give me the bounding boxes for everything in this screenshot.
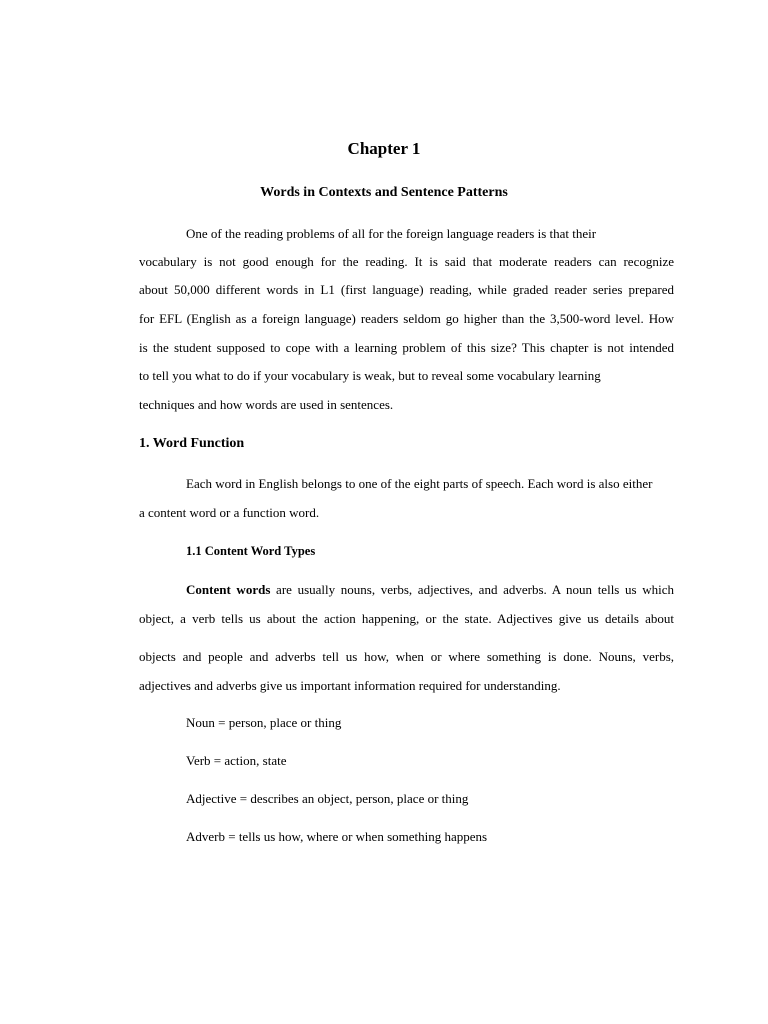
definition-noun: Noun = person, place or thing [186, 715, 342, 730]
intro-line-7: techniques and how words are used in sentences. [139, 397, 394, 412]
section11-line-1-rest: are usually nouns, verbs, adjectives, and adverbs. A noun tells us which [270, 582, 674, 597]
definition-verb: Verb = action, state [186, 753, 287, 768]
intro-line-4: for EFL (English as a foreign language) readers seldom go higher than the 3,500-word level. How [139, 311, 674, 326]
section11-line-1 [186, 582, 674, 598]
section11-line-3: objects and people and adverbs tell us how, when or where something is done. Nouns, verbs, [139, 649, 674, 664]
section-heading-content-word-types: 1.1 Content Word Types [186, 544, 316, 558]
section11-line-2: object, a verb tells us about the action happening, or the state. Adjectives give us details about [139, 611, 674, 626]
section1-line-1: Each word in English belongs to one of the eight parts of speech. Each word is also either [186, 476, 653, 491]
chapter-subtitle: Words in Contexts and Sentence Patterns [260, 185, 508, 200]
definition-adverb: Adverb = tells us how, where or when something happens [186, 829, 488, 844]
section1-line-2: a content word or a function word. [139, 505, 320, 520]
intro-line-3: about 50,000 different words in L1 (first language) reading, while graded reader series prepared [139, 282, 674, 297]
bold-lead-term: Content words [186, 582, 271, 597]
intro-line-1: One of the reading problems of all for the foreign language readers is that their [186, 226, 597, 241]
definition-adjective: Adjective = describes an object, person, place or thing [186, 791, 469, 806]
section-heading-word-function: 1. Word Function [139, 436, 245, 451]
chapter-title: Chapter 1 [347, 139, 421, 158]
intro-line-2: vocabulary is not good enough for the reading. It is said that moderate readers can recognize [139, 254, 674, 269]
intro-line-6: to tell you what to do if your vocabulary is weak, but to reveal some vocabulary learning [139, 368, 601, 383]
intro-line-5: is the student supposed to cope with a learning problem of this size? This chapter is not intended [139, 340, 674, 355]
section11-line-4: adjectives and adverbs give us important information required for understanding. [139, 678, 561, 693]
